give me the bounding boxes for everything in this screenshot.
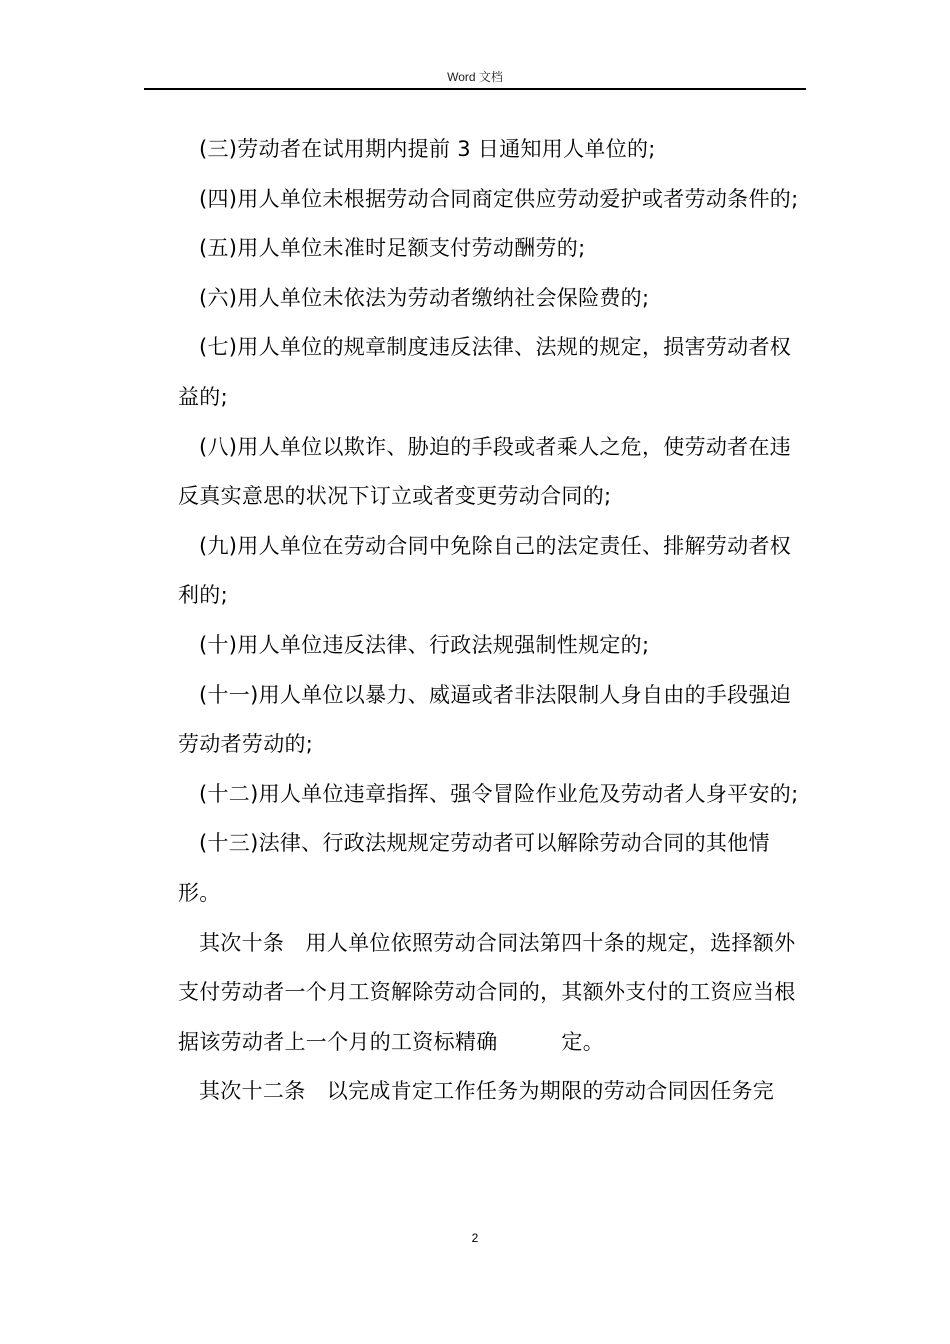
paragraph: 其次十条 用人单位依照劳动合同法第四十条的规定，选择额外支付劳动者一个月工资解除劳动合同的，其额外支付的工资应当根据该劳动者上一个月的工资标精确 定。 [178,930,796,1054]
paragraph: (五)用人单位未准时足额支付劳动酬劳的; [199,236,586,261]
page-number: 2 [471,1231,479,1245]
paragraph: (八)用人单位以欺诈、胁迫的手段或者乘人之危，使劳动者在违反真实意思的状况下订立或者变更劳动合同的; [178,434,792,509]
paragraph: (十三)法律、行政法规规定劳动者可以解除劳动合同的其他情形。 [178,831,770,905]
paragraph: (十一)用人单位以暴力、威逼或者非法限制人身自由的手段强迫劳动者劳动的; [178,682,792,757]
header-title: Word 文档 [447,70,503,84]
paragraph: (三)劳动者在试用期内提前 3 日通知用人单位的; [199,137,656,161]
paragraph: (九)用人单位在劳动合同中免除自己的法定责任、排解劳动者权利的; [178,533,792,608]
document-body [178,125,808,1117]
paragraph: (六)用人单位未依法为劳动者缴纳社会保险费的; [199,285,650,310]
paragraph: (十)用人单位违反法律、行政法规强制性规定的; [199,632,650,657]
paragraph: (四)用人单位未根据劳动合同商定供应劳动爱护或者劳动条件的; [199,186,799,211]
paragraph: (十二)用人单位违章指挥、强令冒险作业危及劳动者人身平安的; [199,781,799,806]
paragraph: (七)用人单位的规章制度违反法律、法规的规定，损害劳动者权益的; [178,335,792,409]
header-divider [144,88,806,90]
paragraph: 其次十二条 以完成肯定工作任务为期限的劳动合同因任务完 [199,1079,775,1104]
